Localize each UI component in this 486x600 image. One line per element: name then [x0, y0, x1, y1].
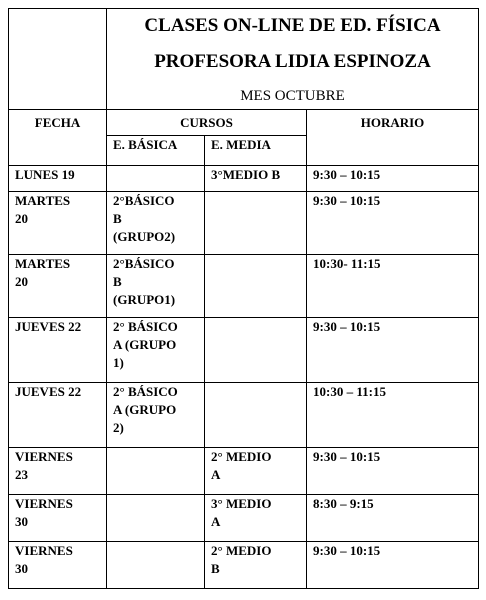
basica-text-line: 2° BÁSICO: [113, 319, 178, 334]
horario-cell: [307, 448, 479, 495]
document-title: CLASES ON-LINE DE ED. FÍSICA: [144, 15, 441, 36]
horario-cell: [307, 542, 479, 589]
media-text-line: B: [211, 561, 220, 576]
fecha-text-line: 20: [15, 274, 28, 289]
basica-text-line: 2° BÁSICO: [113, 384, 178, 399]
fecha-text-line: 30: [15, 514, 28, 529]
basica-cell: [107, 255, 205, 318]
fecha-text-line: JUEVES 22: [15, 384, 82, 399]
basica-cell: [107, 495, 205, 542]
basica-cell: [107, 318, 205, 383]
fecha-text-line: LUNES 19: [15, 167, 75, 182]
schedule-row: [9, 542, 479, 589]
fecha-text-line: VIERNES: [15, 449, 73, 464]
fecha-text-line: 23: [15, 467, 28, 482]
media-cell: [205, 255, 307, 318]
basica-text-line: 2): [113, 420, 124, 435]
horario-text-line: 8:30 – 9:15: [313, 496, 374, 511]
fecha-text-line: MARTES: [15, 256, 71, 271]
basica-cell: [107, 166, 205, 192]
schedule-row: [9, 383, 479, 448]
horario-text-line: 9:30 – 10:15: [313, 167, 381, 182]
basica-cell: [107, 383, 205, 448]
schedule-row: [9, 192, 479, 255]
horario-header: HORARIO: [307, 110, 479, 166]
fecha-text-line: MARTES: [15, 193, 71, 208]
schedule-table: [8, 8, 479, 589]
media-cell: [205, 542, 307, 589]
basica-text-line: A (GRUPO: [113, 402, 177, 417]
horario-text-line: 10:30- 11:15: [313, 256, 381, 271]
teacher-name: PROFESORA LIDIA ESPINOZA: [154, 51, 431, 72]
fecha-header: FECHA: [9, 110, 107, 166]
basica-text-line: 2°BÁSICO: [113, 256, 175, 271]
cursos-header: CURSOS: [107, 110, 307, 136]
fecha-text-line: VIERNES: [15, 543, 73, 558]
fecha-cell: [9, 166, 107, 192]
horario-cell: [307, 192, 479, 255]
fecha-text-line: JUEVES 22: [15, 319, 82, 334]
basica-text-line: (GRUPO1): [113, 292, 176, 307]
fecha-cell: [9, 255, 107, 318]
media-text-line: A: [211, 514, 221, 529]
media-text-line: 2° MEDIO: [211, 449, 272, 464]
horario-text-line: 9:30 – 10:15: [313, 319, 381, 334]
schedule-row: [9, 495, 479, 542]
horario-cell: [307, 495, 479, 542]
horario-text-line: 9:30 – 10:15: [313, 193, 381, 208]
media-text-line: 3°MEDIO B: [211, 167, 281, 182]
schedule-row: [9, 255, 479, 318]
media-cell: [205, 383, 307, 448]
media-text-line: 3° MEDIO: [211, 496, 272, 511]
horario-text-line: 9:30 – 10:15: [313, 449, 381, 464]
schedule-row: [9, 166, 479, 192]
basica-text-line: B: [113, 211, 122, 226]
basica-subheader: E. BÁSICA: [107, 136, 205, 166]
basica-cell: [107, 542, 205, 589]
horario-cell: [307, 318, 479, 383]
fecha-cell: [9, 318, 107, 383]
fecha-text-line: 20: [15, 211, 28, 226]
fecha-cell: [9, 448, 107, 495]
basica-text-line: 2°BÁSICO: [113, 193, 175, 208]
media-text-line: 2° MEDIO: [211, 543, 272, 558]
basica-text-line: A (GRUPO: [113, 337, 177, 352]
basica-cell: [107, 192, 205, 255]
media-cell: [205, 318, 307, 383]
horario-cell: [307, 383, 479, 448]
media-cell: [205, 166, 307, 192]
media-text-line: A: [211, 467, 221, 482]
month-label: MES OCTUBRE: [240, 88, 345, 104]
fecha-cell: [9, 542, 107, 589]
column-header-row: [9, 110, 479, 136]
fecha-cell: [9, 495, 107, 542]
basica-text-line: (GRUPO2): [113, 229, 176, 244]
fecha-text-line: 30: [15, 561, 28, 576]
basica-text-line: B: [113, 274, 122, 289]
media-cell: [205, 495, 307, 542]
basica-text-line: 1): [113, 355, 124, 370]
media-cell: [205, 448, 307, 495]
media-subheader: E. MEDIA: [205, 136, 307, 166]
horario-cell: [307, 255, 479, 318]
fecha-text-line: VIERNES: [15, 496, 73, 511]
fecha-cell: [9, 192, 107, 255]
horario-text-line: 9:30 – 10:15: [313, 543, 381, 558]
horario-text-line: 10:30 – 11:15: [313, 384, 386, 399]
fecha-cell: [9, 383, 107, 448]
title-cell: [107, 9, 479, 110]
title-row: [9, 9, 479, 110]
schedule-row: [9, 318, 479, 383]
schedule-row: [9, 448, 479, 495]
basica-cell: [107, 448, 205, 495]
horario-cell: [307, 166, 479, 192]
media-cell: [205, 192, 307, 255]
blank-corner-cell: [9, 9, 107, 110]
